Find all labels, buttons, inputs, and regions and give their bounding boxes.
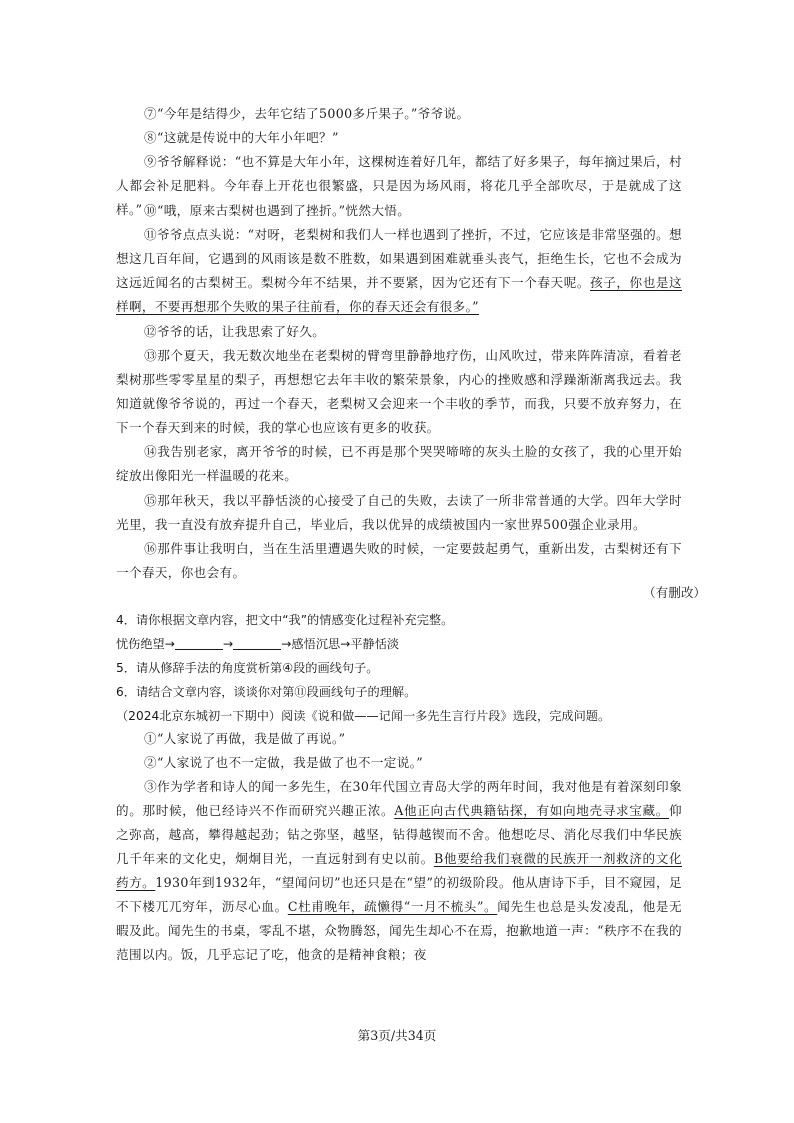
chain-start: 忧伤绝望→	[116, 637, 175, 651]
paragraph-10	[116, 199, 682, 223]
paragraph-text: 1930年到1932年，“望闻问切”也还只是在“望”的初级阶段。他从唐诗下手，目不窥园，足不下楼兀兀穷年，沥尽心血。	[116, 875, 682, 914]
paragraph-14	[116, 440, 682, 488]
underlined-sentence: 孩子，你也是这样啊，不要再想那个失败的果子往前看，你的春天还会有很多。”	[116, 275, 682, 314]
answer-blank-2[interactable]	[233, 635, 281, 650]
page-footer: 第3页/共34页	[357, 1028, 437, 1043]
question-5: 5．请从修辞手法的角度赏析第④段的画线句子。	[116, 661, 379, 675]
answer-blank-1[interactable]	[175, 635, 223, 650]
paragraph-text: ⑪爷爷点点头说：“对呀，老梨树和我们人一样也遇到了挫折，不过，它应该是非常坚强的。想想这几百年间，它遇到的风雨该是数不胜数，如果遇到困难就垂头丧气，拒绝生长，它也不会成为这远近闻名的古梨树王。梨树今年不结果，并不要紧，因为它还有下一个春天呢。	[116, 227, 682, 290]
passage-intro: （2024北京东城初一下期中）阅读《说和做——记闻一多先生言行片段》选段，完成问题。	[116, 709, 611, 723]
paragraph-text: ⑯那件事让我明白，当在生活里遭遇失败的时候，一定要鼓起勇气，重新出发，古梨树还有下一个春天，你也会有。	[116, 541, 682, 580]
paragraph-12	[116, 320, 682, 344]
underlined-sentence-a: A他正向古代典籍钻探，有如向地壳寻求宝藏。	[394, 803, 670, 818]
paragraph-15	[116, 489, 682, 537]
paragraph-text: ②“人家说了也不一定做，我是做了也不一定说。”	[144, 755, 424, 770]
paragraph-text: ⑬那个夏天，我无数次地坐在老梨树的臂弯里静静地疗伤，山风吹过，带来阵阵清凉，看着老梨树那些零零星星的梨子，再想想它去年丰收的繁荣景象，内心的挫败感和浮躁渐渐离我远去。我知道就像爷爷说的，再过一个春天，老梨树又会迎来一个丰收的季节，而我，只要不放弃努力，在下一个春天到来的时候，我的掌心也应该有更多的收获。	[116, 348, 682, 435]
paragraph-text: 仰之弥高，越高，攀得越起劲；钻之弥坚，越坚，钻得越锲而不舍。他想吃尽、消化尽我们中华民族几千年来的文化史，炯炯目光，一直远射到有史以前。	[116, 803, 682, 866]
chain-arrow: →	[222, 637, 234, 651]
paragraph-text: 闻先生也总是头发凌乱，他是无暇及此。闻先生的书桌，零乱不堪，众物腾怒，闻先生却心不在焉，抱歉地道一声：“秩序不在我的范围以内。饭，几乎忘记了吃，他贪的是精神食粮；夜	[116, 899, 682, 962]
paragraph-text: ⑫爷爷的话，让我思索了好久。	[144, 324, 326, 339]
paragraph-text: ⑦“今年是结得少，去年它结了5000多斤果子。”爷爷说。	[144, 106, 470, 121]
paragraph-8	[116, 126, 682, 150]
paragraph-11	[116, 223, 682, 319]
paragraph-text: ⑨爷爷解释说：“也不算是大年小年，这棵树连着好几年，都结了好多果子，每年摘过果后，村人都会补足肥料。今年春上开花也很繁盛，只是因为场风雨，将花几乎全部吹尽，于是就成了这样。”	[116, 154, 682, 217]
passage-paragraph-3	[116, 775, 682, 967]
paragraph-7	[116, 102, 682, 126]
underlined-sentence-b: B他要给我们衰微的民族开一剂救济的文化药方。	[116, 851, 682, 890]
passage-line-1	[116, 727, 682, 751]
question-6: 6．请结合文章内容，谈谈你对第⑪段画线句子的理解。	[116, 685, 417, 699]
chain-end: →感悟沉思→平静恬淡	[281, 637, 400, 651]
paragraph-text: ①“人家说了再做，我是做了再说。”	[144, 731, 346, 746]
paragraph-13	[116, 344, 682, 440]
paragraph-text: ⑭我告别老家，离开爷爷的时候，已不再是那个哭哭啼啼的灰头土脸的女孩了，我的心里开始绽放出像阳光一样温暖的花来。	[116, 444, 682, 483]
paragraph-text: ⑮那年秋天，我以平静恬淡的心接受了自己的失败，去读了一所非常普通的大学。四年大学时光里，我一直没有放弃提升自己，毕业后，我以优异的成绩被国内一家世界500强企业录用。	[116, 493, 682, 532]
paragraph-text: ③作为学者和诗人的闻一多先生，在30年代国立青岛大学的两年时间，我对他是有着深刻印象的。那时候，他已经诗兴不作而研究兴趣正浓。	[116, 779, 682, 818]
question-4-chain	[116, 634, 706, 654]
underlined-sentence-c: C杜甫晚年，疏懒得“一月不梳头”。	[287, 899, 498, 914]
passage-line-2	[116, 751, 682, 775]
paragraph-text: ⑧“这就是传说中的大年小年吧？”	[144, 130, 339, 145]
source-note: （有删改）	[643, 585, 706, 600]
paragraph-text: ⑩“哦，原来古梨树也遇到了挫折。”恍然大悟。	[144, 203, 411, 218]
paragraph-16	[116, 537, 682, 585]
question-4: 4．请你根据文章内容，把文中“我”的情感变化过程补充完整。	[116, 613, 454, 627]
